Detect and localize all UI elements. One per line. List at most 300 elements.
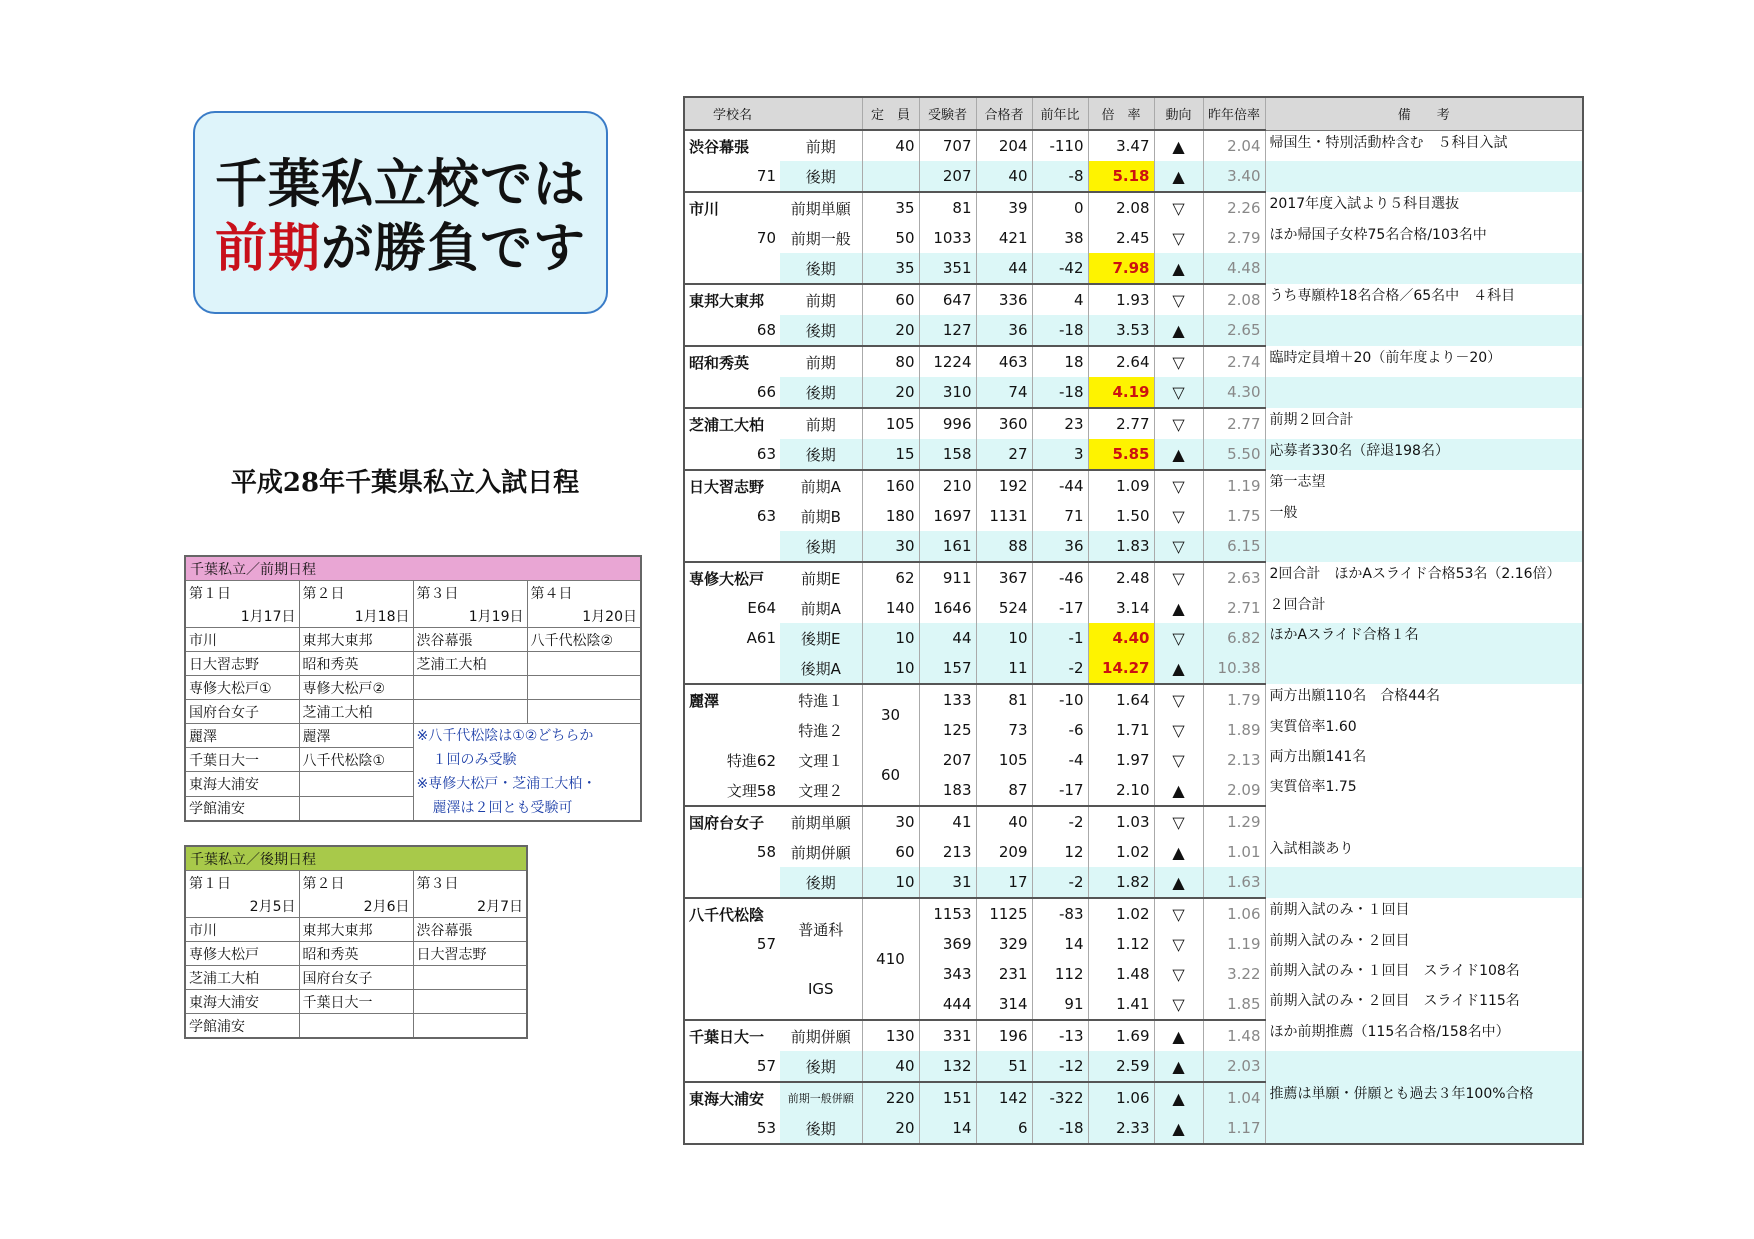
trend-down-icon: ▽ [1154, 377, 1203, 408]
ratio-cell: 2.08 [1088, 192, 1154, 223]
results-row [684, 623, 1583, 653]
session-label: 後期 [780, 531, 862, 562]
remarks-cell: 2回合計 ほかAスライド合格53名（2.16倍） [1265, 562, 1583, 593]
capacity-cell [862, 161, 919, 192]
capacity-cell: 40 [862, 1051, 919, 1082]
trend-down-icon: ▽ [1154, 284, 1203, 315]
trend-down-icon: ▽ [1154, 408, 1203, 439]
remarks-cell: 両方出願110名 合格44名 [1265, 684, 1583, 715]
early-cell: 東邦大東邦 [299, 628, 413, 652]
capacity-cell: 30 [862, 684, 919, 745]
trend-up-icon: ▲ [1154, 1113, 1203, 1144]
capacity-cell: 105 [862, 408, 919, 439]
school-deviation: 66 [684, 377, 780, 408]
early-cell [413, 700, 527, 724]
late-schedule-table [184, 845, 528, 1039]
session-label: 普通科 [780, 898, 862, 959]
session-label: 前期単願 [780, 192, 862, 223]
last-year-ratio-cell: 3.22 [1203, 959, 1265, 989]
examinees-cell: 207 [919, 745, 976, 775]
passed-cell: 421 [976, 223, 1032, 253]
ratio-cell: 1.64 [1088, 684, 1154, 715]
examinees-cell: 151 [919, 1082, 976, 1113]
results-row [684, 161, 1583, 192]
examinees-cell: 157 [919, 653, 976, 684]
results-row [684, 284, 1583, 315]
yoy-cell: -44 [1032, 470, 1088, 501]
early-cell: 専修大松戸② [299, 676, 413, 700]
remarks-cell [1265, 806, 1583, 837]
early-day: 第２日 [299, 581, 413, 605]
remarks-cell [1265, 377, 1583, 408]
examinees-cell: 351 [919, 253, 976, 284]
session-label: 前期E [780, 562, 862, 593]
last-year-ratio-cell: 2.71 [1203, 593, 1265, 623]
yoy-cell: 14 [1032, 929, 1088, 959]
early-cell: 八千代松陰① [299, 748, 413, 772]
passed-cell: 6 [976, 1113, 1032, 1144]
trend-down-icon: ▽ [1154, 929, 1203, 959]
examinees-cell: 331 [919, 1020, 976, 1051]
school-deviation: 68 [684, 315, 780, 346]
remarks-cell [1265, 653, 1583, 684]
passed-cell: 192 [976, 470, 1032, 501]
results-row [684, 346, 1583, 377]
school-deviation [684, 959, 780, 989]
headline-box [193, 111, 608, 314]
ratio-cell: 1.83 [1088, 531, 1154, 562]
trend-up-icon: ▲ [1154, 161, 1203, 192]
last-year-ratio-cell: 6.15 [1203, 531, 1265, 562]
examinees-cell: 207 [919, 161, 976, 192]
examinees-cell: 81 [919, 192, 976, 223]
remarks-cell: 入試相談あり [1265, 837, 1583, 867]
early-cell [527, 652, 641, 676]
school-name: 東邦大東邦 [684, 284, 780, 315]
early-cell: 昭和秀英 [299, 652, 413, 676]
capacity-cell: 160 [862, 470, 919, 501]
last-year-ratio-cell: 5.50 [1203, 439, 1265, 470]
trend-up-icon: ▲ [1154, 1051, 1203, 1082]
ratio-cell: 1.82 [1088, 867, 1154, 898]
yoy-cell: -2 [1032, 867, 1088, 898]
passed-cell: 105 [976, 745, 1032, 775]
capacity-cell: 60 [862, 745, 919, 806]
capacity-cell: 180 [862, 501, 919, 531]
last-year-ratio-cell: 3.40 [1203, 161, 1265, 192]
school-name: 千葉日大一 [684, 1020, 780, 1051]
early-caption: 千葉私立／前期日程 [185, 556, 641, 581]
header-last-ratio: 昨年倍率 [1203, 97, 1265, 130]
trend-up-icon: ▲ [1154, 837, 1203, 867]
early-cell: 日大習志野 [185, 652, 299, 676]
school-deviation [684, 715, 780, 745]
yoy-cell: 0 [1032, 192, 1088, 223]
school-name: 東海大浦安 [684, 1082, 780, 1113]
yoy-cell: -2 [1032, 806, 1088, 837]
trend-up-icon: ▲ [1154, 439, 1203, 470]
capacity-cell: 60 [862, 837, 919, 867]
examinees-cell: 31 [919, 867, 976, 898]
early-cell [299, 772, 413, 796]
trend-up-icon: ▲ [1154, 775, 1203, 806]
passed-cell: 196 [976, 1020, 1032, 1051]
capacity-cell: 10 [862, 867, 919, 898]
trend-down-icon: ▽ [1154, 898, 1203, 929]
passed-cell: 329 [976, 929, 1032, 959]
passed-cell: 463 [976, 346, 1032, 377]
school-deviation: E64 [684, 593, 780, 623]
ratio-cell: 4.19 [1088, 377, 1154, 408]
results-row [684, 562, 1583, 593]
header-remarks: 備 考 [1265, 97, 1583, 130]
remarks-cell: 実質倍率1.60 [1265, 715, 1583, 745]
results-row [684, 315, 1583, 346]
headline-line-2 [195, 217, 606, 281]
passed-cell: 27 [976, 439, 1032, 470]
school-deviation: 63 [684, 439, 780, 470]
session-label: 前期単願 [780, 806, 862, 837]
ratio-cell: 1.06 [1088, 1082, 1154, 1113]
session-label: 前期 [780, 284, 862, 315]
ratio-cell: 3.14 [1088, 593, 1154, 623]
school-deviation: 63 [684, 501, 780, 531]
school-deviation [684, 531, 780, 562]
early-day: 第３日 [413, 581, 527, 605]
school-deviation: 57 [684, 1051, 780, 1082]
passed-cell: 142 [976, 1082, 1032, 1113]
remarks-cell: 第一志望 [1265, 470, 1583, 501]
ratio-cell: 5.18 [1088, 161, 1154, 192]
late-cell: 渋谷幕張 [413, 918, 527, 942]
last-year-ratio-cell: 2.04 [1203, 130, 1265, 161]
results-row [684, 531, 1583, 562]
session-label: 後期 [780, 439, 862, 470]
late-cell: 千葉日大一 [299, 990, 413, 1014]
results-row [684, 253, 1583, 284]
results-table [683, 96, 1584, 1145]
capacity-cell: 10 [862, 623, 919, 653]
school-name: 市川 [684, 192, 780, 223]
late-day: 第３日 [413, 871, 527, 895]
ratio-cell: 14.27 [1088, 653, 1154, 684]
school-deviation: A61 [684, 623, 780, 653]
school-name: 渋谷幕張 [684, 130, 780, 161]
early-cell [527, 700, 641, 724]
examinees-cell: 14 [919, 1113, 976, 1144]
session-label: IGS [780, 959, 862, 1020]
remarks-cell: 推薦は単願・併願とも過去３年100%合格 [1265, 1082, 1583, 1113]
yoy-cell: 71 [1032, 501, 1088, 531]
yoy-cell: 112 [1032, 959, 1088, 989]
yoy-cell: -2 [1032, 653, 1088, 684]
yoy-cell: 4 [1032, 284, 1088, 315]
capacity-cell: 20 [862, 377, 919, 408]
trend-up-icon: ▲ [1154, 1020, 1203, 1051]
remarks-cell: ２回合計 [1265, 593, 1583, 623]
passed-cell: 360 [976, 408, 1032, 439]
late-cell [413, 990, 527, 1014]
examinees-cell: 213 [919, 837, 976, 867]
early-cell: 学館浦安 [185, 796, 299, 821]
yoy-cell: 38 [1032, 223, 1088, 253]
results-row [684, 959, 1583, 989]
session-label: 後期 [780, 867, 862, 898]
capacity-cell: 130 [862, 1020, 919, 1051]
session-label: 特進２ [780, 715, 862, 745]
header-school: 学校名 [684, 97, 862, 130]
early-cell: 国府台女子 [185, 700, 299, 724]
passed-cell: 81 [976, 684, 1032, 715]
capacity-cell: 62 [862, 562, 919, 593]
passed-cell: 1131 [976, 501, 1032, 531]
headline-highlight: 前期 [214, 219, 321, 279]
late-cell: 専修大松戸 [185, 942, 299, 966]
school-deviation: 71 [684, 161, 780, 192]
remarks-cell [1265, 1051, 1583, 1082]
remarks-cell [1265, 531, 1583, 562]
session-label: 特進１ [780, 684, 862, 715]
session-label: 文理２ [780, 775, 862, 806]
yoy-cell: -46 [1032, 562, 1088, 593]
last-year-ratio-cell: 1.63 [1203, 867, 1265, 898]
school-name: 八千代松陰 [684, 898, 780, 929]
results-row [684, 1051, 1583, 1082]
remarks-cell: 帰国生・特別活動枠含む ５科目入試 [1265, 130, 1583, 161]
capacity-cell: 80 [862, 346, 919, 377]
results-row [684, 1020, 1583, 1051]
results-row [684, 223, 1583, 253]
remarks-cell [1265, 1113, 1583, 1144]
passed-cell: 36 [976, 315, 1032, 346]
results-row [684, 745, 1583, 775]
ratio-cell: 1.97 [1088, 745, 1154, 775]
remarks-cell [1265, 315, 1583, 346]
examinees-cell: 132 [919, 1051, 976, 1082]
last-year-ratio-cell: 10.38 [1203, 653, 1265, 684]
last-year-ratio-cell: 1.48 [1203, 1020, 1265, 1051]
late-cell: 芝浦工大柏 [185, 966, 299, 990]
trend-down-icon: ▽ [1154, 346, 1203, 377]
trend-down-icon: ▽ [1154, 562, 1203, 593]
early-cell: 専修大松戸① [185, 676, 299, 700]
last-year-ratio-cell: 2.74 [1203, 346, 1265, 377]
remarks-cell: 応募者330名（辞退198名） [1265, 439, 1583, 470]
last-year-ratio-cell: 1.04 [1203, 1082, 1265, 1113]
passed-cell: 39 [976, 192, 1032, 223]
last-year-ratio-cell: 1.29 [1203, 806, 1265, 837]
session-label: 後期 [780, 1051, 862, 1082]
late-day: 第２日 [299, 871, 413, 895]
passed-cell: 11 [976, 653, 1032, 684]
remarks-cell [1265, 867, 1583, 898]
passed-cell: 336 [976, 284, 1032, 315]
capacity-cell: 10 [862, 653, 919, 684]
examinees-cell: 161 [919, 531, 976, 562]
examinees-cell: 210 [919, 470, 976, 501]
yoy-cell: -18 [1032, 1113, 1088, 1144]
late-cell: 東海大浦安 [185, 990, 299, 1014]
passed-cell: 204 [976, 130, 1032, 161]
session-label: 文理１ [780, 745, 862, 775]
header-ratio: 倍 率 [1088, 97, 1154, 130]
examinees-cell: 125 [919, 715, 976, 745]
capacity-cell: 40 [862, 130, 919, 161]
ratio-cell: 3.53 [1088, 315, 1154, 346]
yoy-cell: -10 [1032, 684, 1088, 715]
early-cell [527, 676, 641, 700]
school-deviation: 57 [684, 929, 780, 959]
examinees-cell: 1646 [919, 593, 976, 623]
yoy-cell: 12 [1032, 837, 1088, 867]
last-year-ratio-cell: 2.09 [1203, 775, 1265, 806]
results-row [684, 408, 1583, 439]
ratio-cell: 2.10 [1088, 775, 1154, 806]
early-cell: 千葉日大一 [185, 748, 299, 772]
remarks-cell: 両方出願141名 [1265, 745, 1583, 775]
remarks-cell: ほか帰国子女枠75名合格/103名中 [1265, 223, 1583, 253]
remarks-cell: 前期入試のみ・１回目 [1265, 898, 1583, 929]
yoy-cell: -322 [1032, 1082, 1088, 1113]
last-year-ratio-cell: 1.19 [1203, 929, 1265, 959]
yoy-cell: -13 [1032, 1020, 1088, 1051]
early-cell: 麗澤 [185, 724, 299, 748]
early-cell: 渋谷幕張 [413, 628, 527, 652]
results-row [684, 775, 1583, 806]
early-cell: 麗澤 [299, 724, 413, 748]
capacity-cell: 220 [862, 1082, 919, 1113]
trend-up-icon: ▲ [1154, 315, 1203, 346]
early-cell: 市川 [185, 628, 299, 652]
late-date: 2月7日 [413, 894, 527, 918]
results-row [684, 439, 1583, 470]
yoy-cell: 3 [1032, 439, 1088, 470]
early-cell [413, 676, 527, 700]
ratio-cell: 1.93 [1088, 284, 1154, 315]
last-year-ratio-cell: 1.85 [1203, 989, 1265, 1020]
passed-cell: 40 [976, 806, 1032, 837]
ratio-cell: 1.02 [1088, 837, 1154, 867]
capacity-cell: 35 [862, 253, 919, 284]
yoy-cell: -17 [1032, 775, 1088, 806]
school-deviation: 特進62 [684, 745, 780, 775]
ratio-cell: 2.45 [1088, 223, 1154, 253]
passed-cell: 88 [976, 531, 1032, 562]
ratio-cell: 1.50 [1088, 501, 1154, 531]
last-year-ratio-cell: 2.77 [1203, 408, 1265, 439]
school-name: 芝浦工大柏 [684, 408, 780, 439]
results-row [684, 837, 1583, 867]
trend-down-icon: ▽ [1154, 501, 1203, 531]
remarks-cell: うち専願枠18名合格／65名中 ４科目 [1265, 284, 1583, 315]
trend-down-icon: ▽ [1154, 623, 1203, 653]
yoy-cell: 36 [1032, 531, 1088, 562]
yoy-cell: -83 [1032, 898, 1088, 929]
yoy-cell: -6 [1032, 715, 1088, 745]
examinees-cell: 343 [919, 959, 976, 989]
remarks-cell: 前期入試のみ・１回目 スライド108名 [1265, 959, 1583, 989]
capacity-cell: 20 [862, 315, 919, 346]
yoy-cell: -110 [1032, 130, 1088, 161]
ratio-cell: 4.40 [1088, 623, 1154, 653]
yoy-cell: -12 [1032, 1051, 1088, 1082]
results-row [684, 593, 1583, 623]
session-label: 前期併願 [780, 1020, 862, 1051]
late-cell [413, 966, 527, 990]
late-date: 2月5日 [185, 894, 299, 918]
session-label: 前期 [780, 346, 862, 377]
session-label: 前期B [780, 501, 862, 531]
remarks-cell [1265, 161, 1583, 192]
results-row [684, 806, 1583, 837]
ratio-cell: 1.12 [1088, 929, 1154, 959]
passed-cell: 74 [976, 377, 1032, 408]
trend-up-icon: ▲ [1154, 593, 1203, 623]
yoy-cell: 23 [1032, 408, 1088, 439]
ratio-cell: 1.41 [1088, 989, 1154, 1020]
school-name: 日大習志野 [684, 470, 780, 501]
capacity-cell: 30 [862, 806, 919, 837]
session-label: 後期 [780, 377, 862, 408]
header-passed: 合格者 [976, 97, 1032, 130]
late-cell: 国府台女子 [299, 966, 413, 990]
last-year-ratio-cell: 1.75 [1203, 501, 1265, 531]
trend-down-icon: ▽ [1154, 806, 1203, 837]
yoy-cell: -17 [1032, 593, 1088, 623]
school-deviation: 70 [684, 223, 780, 253]
school-name: 麗澤 [684, 684, 780, 715]
remarks-cell: 2017年度入試より５科目選抜 [1265, 192, 1583, 223]
late-day: 第１日 [185, 871, 299, 895]
session-label: 前期 [780, 130, 862, 161]
results-row [684, 501, 1583, 531]
capacity-cell: 60 [862, 284, 919, 315]
headline-rest: が勝負です [321, 219, 587, 279]
session-label: 前期 [780, 408, 862, 439]
passed-cell: 10 [976, 623, 1032, 653]
last-year-ratio-cell: 1.79 [1203, 684, 1265, 715]
last-year-ratio-cell: 4.30 [1203, 377, 1265, 408]
school-name: 国府台女子 [684, 806, 780, 837]
results-row [684, 653, 1583, 684]
ratio-cell: 2.59 [1088, 1051, 1154, 1082]
trend-down-icon: ▽ [1154, 223, 1203, 253]
examinees-cell: 996 [919, 408, 976, 439]
school-deviation: 文理58 [684, 775, 780, 806]
trend-down-icon: ▽ [1154, 959, 1203, 989]
yoy-cell: -8 [1032, 161, 1088, 192]
yoy-cell: -18 [1032, 315, 1088, 346]
late-caption: 千葉私立／後期日程 [185, 846, 527, 871]
passed-cell: 1125 [976, 898, 1032, 929]
school-deviation [684, 653, 780, 684]
last-year-ratio-cell: 1.89 [1203, 715, 1265, 745]
session-label: 前期併願 [780, 837, 862, 867]
late-cell: 日大習志野 [413, 942, 527, 966]
passed-cell: 524 [976, 593, 1032, 623]
last-year-ratio-cell: 2.08 [1203, 284, 1265, 315]
last-year-ratio-cell: 6.82 [1203, 623, 1265, 653]
ratio-cell: 2.64 [1088, 346, 1154, 377]
capacity-cell: 30 [862, 531, 919, 562]
examinees-cell: 44 [919, 623, 976, 653]
trend-up-icon: ▲ [1154, 1082, 1203, 1113]
passed-cell: 40 [976, 161, 1032, 192]
results-row [684, 130, 1583, 161]
passed-cell: 87 [976, 775, 1032, 806]
trend-up-icon: ▲ [1154, 130, 1203, 161]
passed-cell: 314 [976, 989, 1032, 1020]
